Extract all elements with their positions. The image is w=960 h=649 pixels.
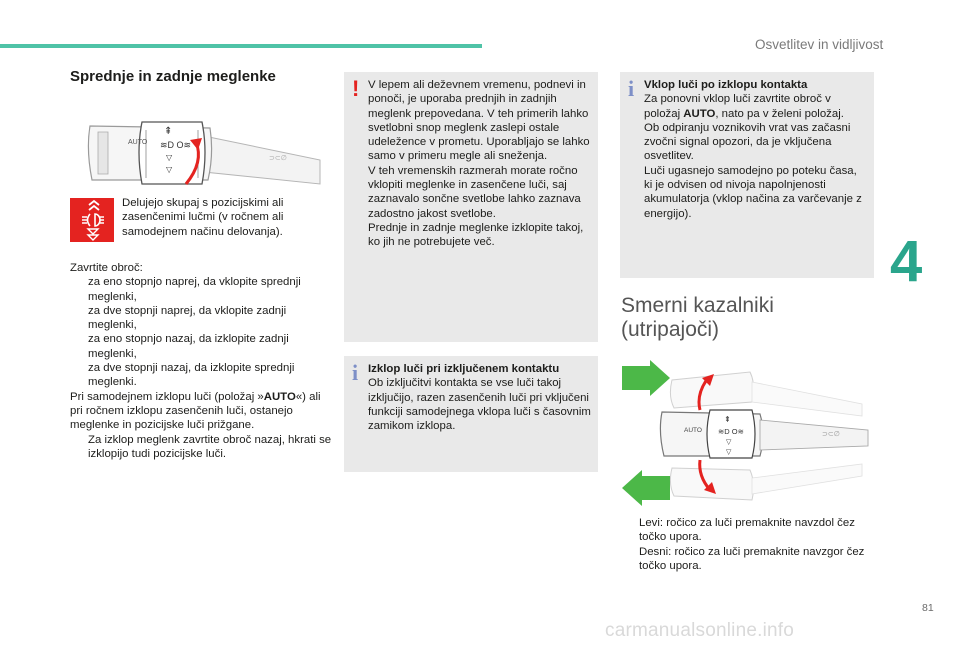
list-item: za dve stopnji nazaj, da izklopite sprednji meglenki. bbox=[88, 362, 295, 389]
page-number: 81 bbox=[922, 602, 934, 614]
info-title: Vklop luči po izklopu kontakta bbox=[644, 79, 808, 91]
info-text-3: Luči ugasnejo samodejno po poteku časa, ki je odvisen od nivoja napolnjenosti akumulatorja (vklop načina za varčevanje z energijo). bbox=[644, 164, 862, 220]
stalk-label-auto: AUTO bbox=[128, 139, 148, 146]
warning-text-2: V teh vremenskih razmerah morate ročno vklopiti meglenke in zasenčene luči, saj zaznavalo sončne svetlobe lahko zaznava zadostno jakost svetlobe. bbox=[368, 164, 581, 220]
svg-text:≋D O≋: ≋D O≋ bbox=[718, 427, 744, 436]
svg-text:▽: ▽ bbox=[166, 165, 173, 174]
section-title: Osvetlitev in vidljivost bbox=[755, 37, 884, 52]
list-item: za dve stopnji naprej, da vklopite zadnji meglenki, bbox=[88, 304, 287, 332]
warning-text-3: Prednje in zadnje meglenke izklopite takoj, ko jih ne potrebujete več. bbox=[368, 221, 584, 249]
warning-text: V lepem ali deževnem vremenu, podnevi in ponoči, je uporaba prednjih in zadnjih meglenk prepovedana. V teh primerih lahko svetlobni snop meglenk zaslepi ostale udeležence v prometu. Uporabljajo se lahko samo v primeru megle ali sneženja. bbox=[368, 79, 590, 163]
fog-lights-heading: Sprednje in zadnje meglenke bbox=[70, 68, 276, 85]
info-text: Ob izključitvi kontakta se vse luči takoj izključijo, razen zasenčenih luči pri vključeni funkciji samodejnega vklopa luči s časovnim zamikom izklopa. bbox=[368, 377, 591, 433]
svg-text:⇞: ⇞ bbox=[724, 415, 731, 424]
indicator-stalk-illustration bbox=[612, 360, 878, 510]
svg-text:⊃⊂∅: ⊃⊂∅ bbox=[822, 431, 840, 438]
fog-lamp-icon bbox=[70, 198, 114, 242]
indicator-instructions bbox=[621, 516, 876, 573]
chapter-number: 4 bbox=[890, 229, 923, 294]
svg-text:▽: ▽ bbox=[726, 449, 732, 456]
auto-mode-note: Pri samodejnem izklopu luči (položaj »AUTO«) ali pri ročnem izklopu zasenčenih luči, ostanejo meglenke in pozicijske luči prižgane. bbox=[70, 390, 321, 432]
svg-text:⇞: ⇞ bbox=[164, 126, 173, 137]
fog-instructions bbox=[70, 261, 332, 461]
list-item: Za izklop meglenk zavrtite obroč nazaj, hkrati se izklopijo tudi pozicijske luči. bbox=[88, 433, 332, 460]
fog-lamp-description: Delujejo skupaj s pozicijskimi ali zasenčenimi lučmi (v ročnem ali samodejnem načinu delovanja). bbox=[122, 197, 284, 238]
info-panel-ignition-off bbox=[344, 356, 598, 472]
svg-text:≋D O≋: ≋D O≋ bbox=[160, 140, 192, 150]
fog-stalk-illustration bbox=[84, 110, 324, 194]
list-item: Levi: ročico za luči premaknite navzdol čez točko upora. bbox=[639, 517, 855, 544]
list-item: za eno stopnjo naprej, da vklopite sprednji meglenki, bbox=[88, 276, 301, 303]
warning-icon: ! bbox=[352, 76, 360, 101]
instructions-intro: Zavrtite obroč: bbox=[70, 262, 143, 274]
svg-text:▽: ▽ bbox=[166, 153, 173, 162]
arrow-left-icon bbox=[622, 470, 670, 506]
info-title: Izklop luči pri izključenem kontaktu bbox=[368, 363, 560, 375]
list-item: za eno stopnjo nazaj, da izklopite zadnji meglenki, bbox=[88, 333, 289, 360]
list-item: Desni: ročico za luči premaknite navzgor čez točko upora. bbox=[639, 545, 865, 572]
watermark: carmanualsonline.info bbox=[605, 620, 795, 641]
info-icon: i bbox=[352, 360, 359, 385]
info-text: Za ponovni vklop luči zavrtite obroč v položaj AUTO, nato pa v želeni položaj. bbox=[644, 93, 844, 120]
info-text-2: Ob odpiranju voznikovih vrat vas začasni zvočni signal opozori, da je vključena osvetlitev. bbox=[644, 121, 851, 163]
info-icon: i bbox=[628, 76, 635, 101]
svg-text:▽: ▽ bbox=[726, 439, 732, 446]
stalk-label-auto: AUTO bbox=[684, 427, 702, 434]
header-bar bbox=[0, 44, 482, 48]
indicators-heading: Smerni kazalniki (utripajoči) bbox=[621, 294, 774, 341]
warning-panel bbox=[344, 72, 598, 342]
arrow-up-right-icon bbox=[622, 360, 670, 396]
info-panel-ignition-on bbox=[620, 72, 874, 278]
svg-text:⊃⊂∅: ⊃⊂∅ bbox=[269, 155, 287, 162]
